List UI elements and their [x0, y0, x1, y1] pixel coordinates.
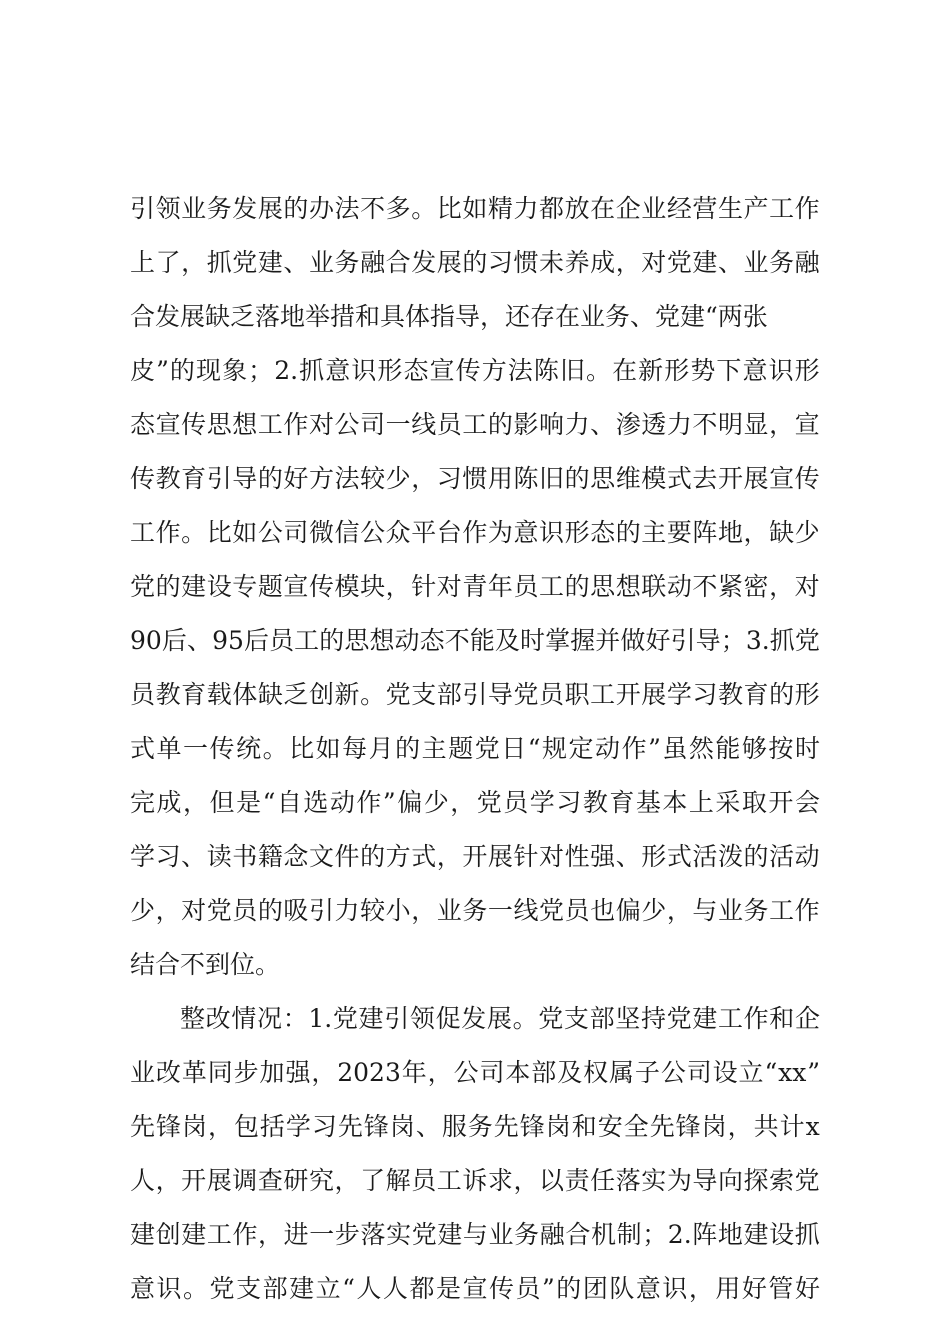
text-line: 皮 ” 的 现 象 ； 2. 抓 意 识 形 态 宣 传 方 法 陈 旧 。 在 新 形 势 下 意 识 形: [130, 356, 820, 385]
text-line: 引 领 业 务 发 展 的 办 法 不 多 。 比 如 精 力 都 放 在 企 业 经 营 生 产 工 作: [130, 194, 820, 223]
text-line: 意 识 。 党 支 部 建 立 “ 人 人 都 是 宣 传 员 ” 的 团 队 意 识 ， 用 好 管 好: [130, 1274, 820, 1303]
text-line: 员 教 育 载 体 缺 乏 创 新 。 党 支 部 引 导 党 员 职 工 开 展 学 习 教 育 的 形: [130, 680, 820, 709]
text-line: 业 改 革 同 步 加 强 ， 2023 年 ， 公 司 本 部 及 权 属 子 公 司 设 立 “ xx ”: [130, 1058, 820, 1087]
text-line: 态 宣 传 思 想 工 作 对 公 司 一 线 员 工 的 影 响 力 、 渗 透 力 不 明 显 ， 宣: [130, 410, 820, 439]
text-line: 式 单 一 传 统 。 比 如 每 月 的 主 题 党 日 “ 规 定 动 作 ” 虽 然 能 够 按 时: [130, 734, 820, 763]
text-line: 整 改 情 况 ： 1. 党 建 引 领 促 发 展 。 党 支 部 坚 持 党 建 工 作 和 企: [180, 1004, 820, 1033]
text-line: 党 的 建 设 专 题 宣 传 模 块 ， 针 对 青 年 员 工 的 思 想 联 动 不 紧 密 ， 对: [130, 572, 820, 601]
text-line: 90 后 、 95 后 员 工 的 思 想 动 态 不 能 及 时 掌 握 并 做 好 引 导 ； 3. 抓 党: [130, 626, 820, 655]
text-line: 少 ， 对 党 员 的 吸 引 力 较 小 ， 业 务 一 线 党 员 也 偏 少 ， 与 业 务 工 作: [130, 896, 820, 925]
text-line: 人 ， 开 展 调 查 研 究 ， 了 解 员 工 诉 求 ， 以 责 任 落 实 为 导 向 探 索 党: [130, 1166, 820, 1195]
text-line: 建 创 建 工 作 ， 进 一 步 落 实 党 建 与 业 务 融 合 机 制 ； 2. 阵 地 建 设 抓: [130, 1220, 820, 1249]
text-line: 上 了 ， 抓 党 建 、 业 务 融 合 发 展 的 习 惯 未 养 成 ， 对 党 建 、 业 务 融: [130, 248, 820, 277]
text-line: 传 教 育 引 导 的 好 方 法 较 少 ， 习 惯 用 陈 旧 的 思 维 模 式 去 开 展 宣 传: [130, 464, 820, 493]
text-line: 学 习 、 读 书 籍 念 文 件 的 方 式 ， 开 展 针 对 性 强 、 形 式 活 泼 的 活 动: [130, 842, 820, 871]
text-line: 结合不到位。: [130, 950, 281, 979]
text-line: 合发展缺乏落地举措和具体指导，还存在业务、党建“两张: [130, 302, 768, 331]
text-line: 先 锋 岗 ， 包 括 学 习 先 锋 岗 、 服 务 先 锋 岗 和 安 全 先 锋 岗 ， 共 计 x: [130, 1112, 820, 1141]
document-body: [130, 182, 820, 1316]
text-line: 完 成 ， 但 是 “ 自 选 动 作 ” 偏 少 ， 党 员 学 习 教 育 基 本 上 采 取 开 会: [130, 788, 820, 817]
text-line: 工 作 。 比 如 公 司 微 信 公 众 平 台 作 为 意 识 形 态 的 主 要 阵 地 ， 缺 少: [130, 518, 820, 547]
